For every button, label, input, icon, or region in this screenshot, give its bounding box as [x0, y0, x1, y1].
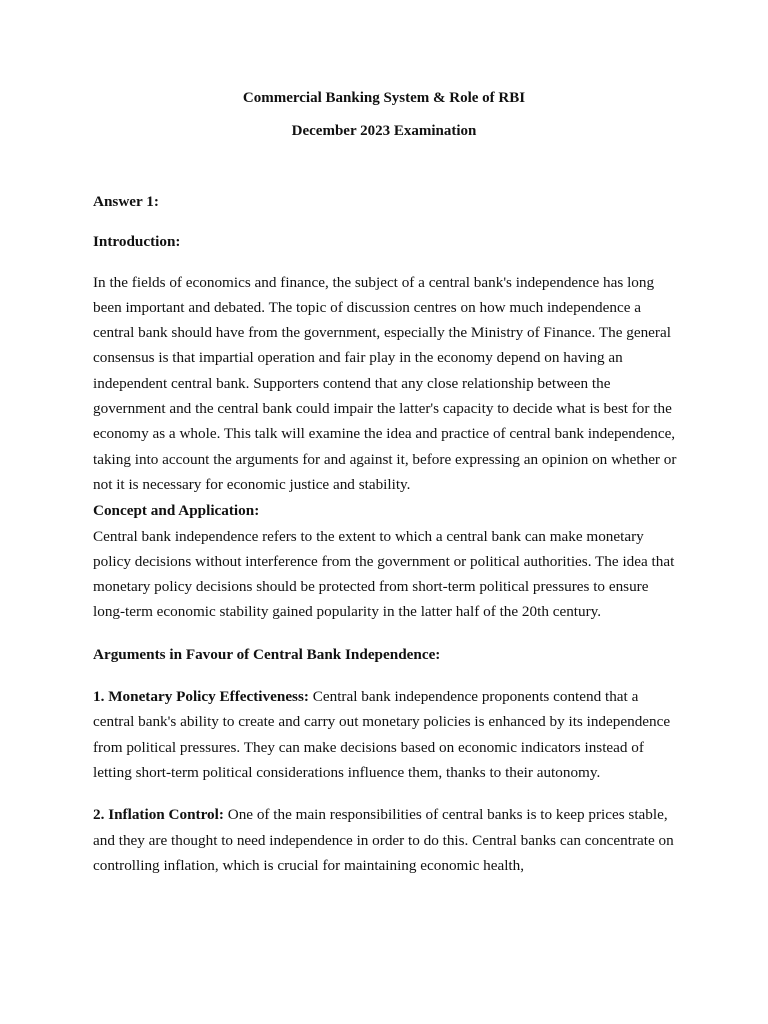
- point-text: Central bank independence proponents contend that a central bank's ability to create and carry out monetary policies is enhanced by its independence from political pressures. They can make decisions based on economic indicators instead of letting short-term political considerations influence them, thanks to their autonomy.: [93, 688, 671, 781]
- answer-label: Answer 1:: [93, 193, 159, 210]
- point-monetary-policy: [93, 684, 683, 785]
- concept-paragraph: Central bank independence refers to the extent to which a central bank can make monetary policy decisions without interference from the government or political authorities. The idea that monetary policy decisions should be protected from short-term political pressures to ensure long-term economic stability gained popularity in the latter half of the 20th century.: [93, 527, 675, 621]
- document-subtitle: December 2023 Examination: [291, 123, 477, 139]
- document-body: [93, 189, 683, 878]
- concept-heading: Concept and Application:: [93, 502, 260, 520]
- point-label: 2. Inflation Control:: [93, 806, 224, 824]
- point-inflation-control: [93, 802, 683, 878]
- arguments-heading: Arguments in Favour of Central Bank Independence:: [93, 645, 441, 663]
- introduction-paragraph: In the fields of economics and finance, the subject of a central bank's independence has long been important and debated. The topic of discussion centres on how much independence a central bank should have from the government, especially the Ministry of Finance. The general consensus is that impartial operation and fair play in the economy depend on having an independent central bank. Supporters contend that any close relationship between the government and the central bank could impair the latter's capacity to decide what is best for the economy as a whole. This talk will examine the idea and practice of central bank independence, taking into account the arguments for and against it, before expressing an opinion on whether or not it is necessary for economic justice and stability.: [93, 273, 677, 493]
- introduction-heading: Introduction:: [93, 233, 181, 251]
- point-label: 1. Monetary Policy Effectiveness:: [93, 688, 309, 706]
- point-text: One of the main responsibilities of central banks is to keep prices stable, and they are thought to need independence in order to do this. Central banks can concentrate on controlling inflation, which is crucial for maintaining economic health,: [93, 806, 674, 874]
- document-title: Commercial Banking System & Role of RBI: [242, 90, 526, 106]
